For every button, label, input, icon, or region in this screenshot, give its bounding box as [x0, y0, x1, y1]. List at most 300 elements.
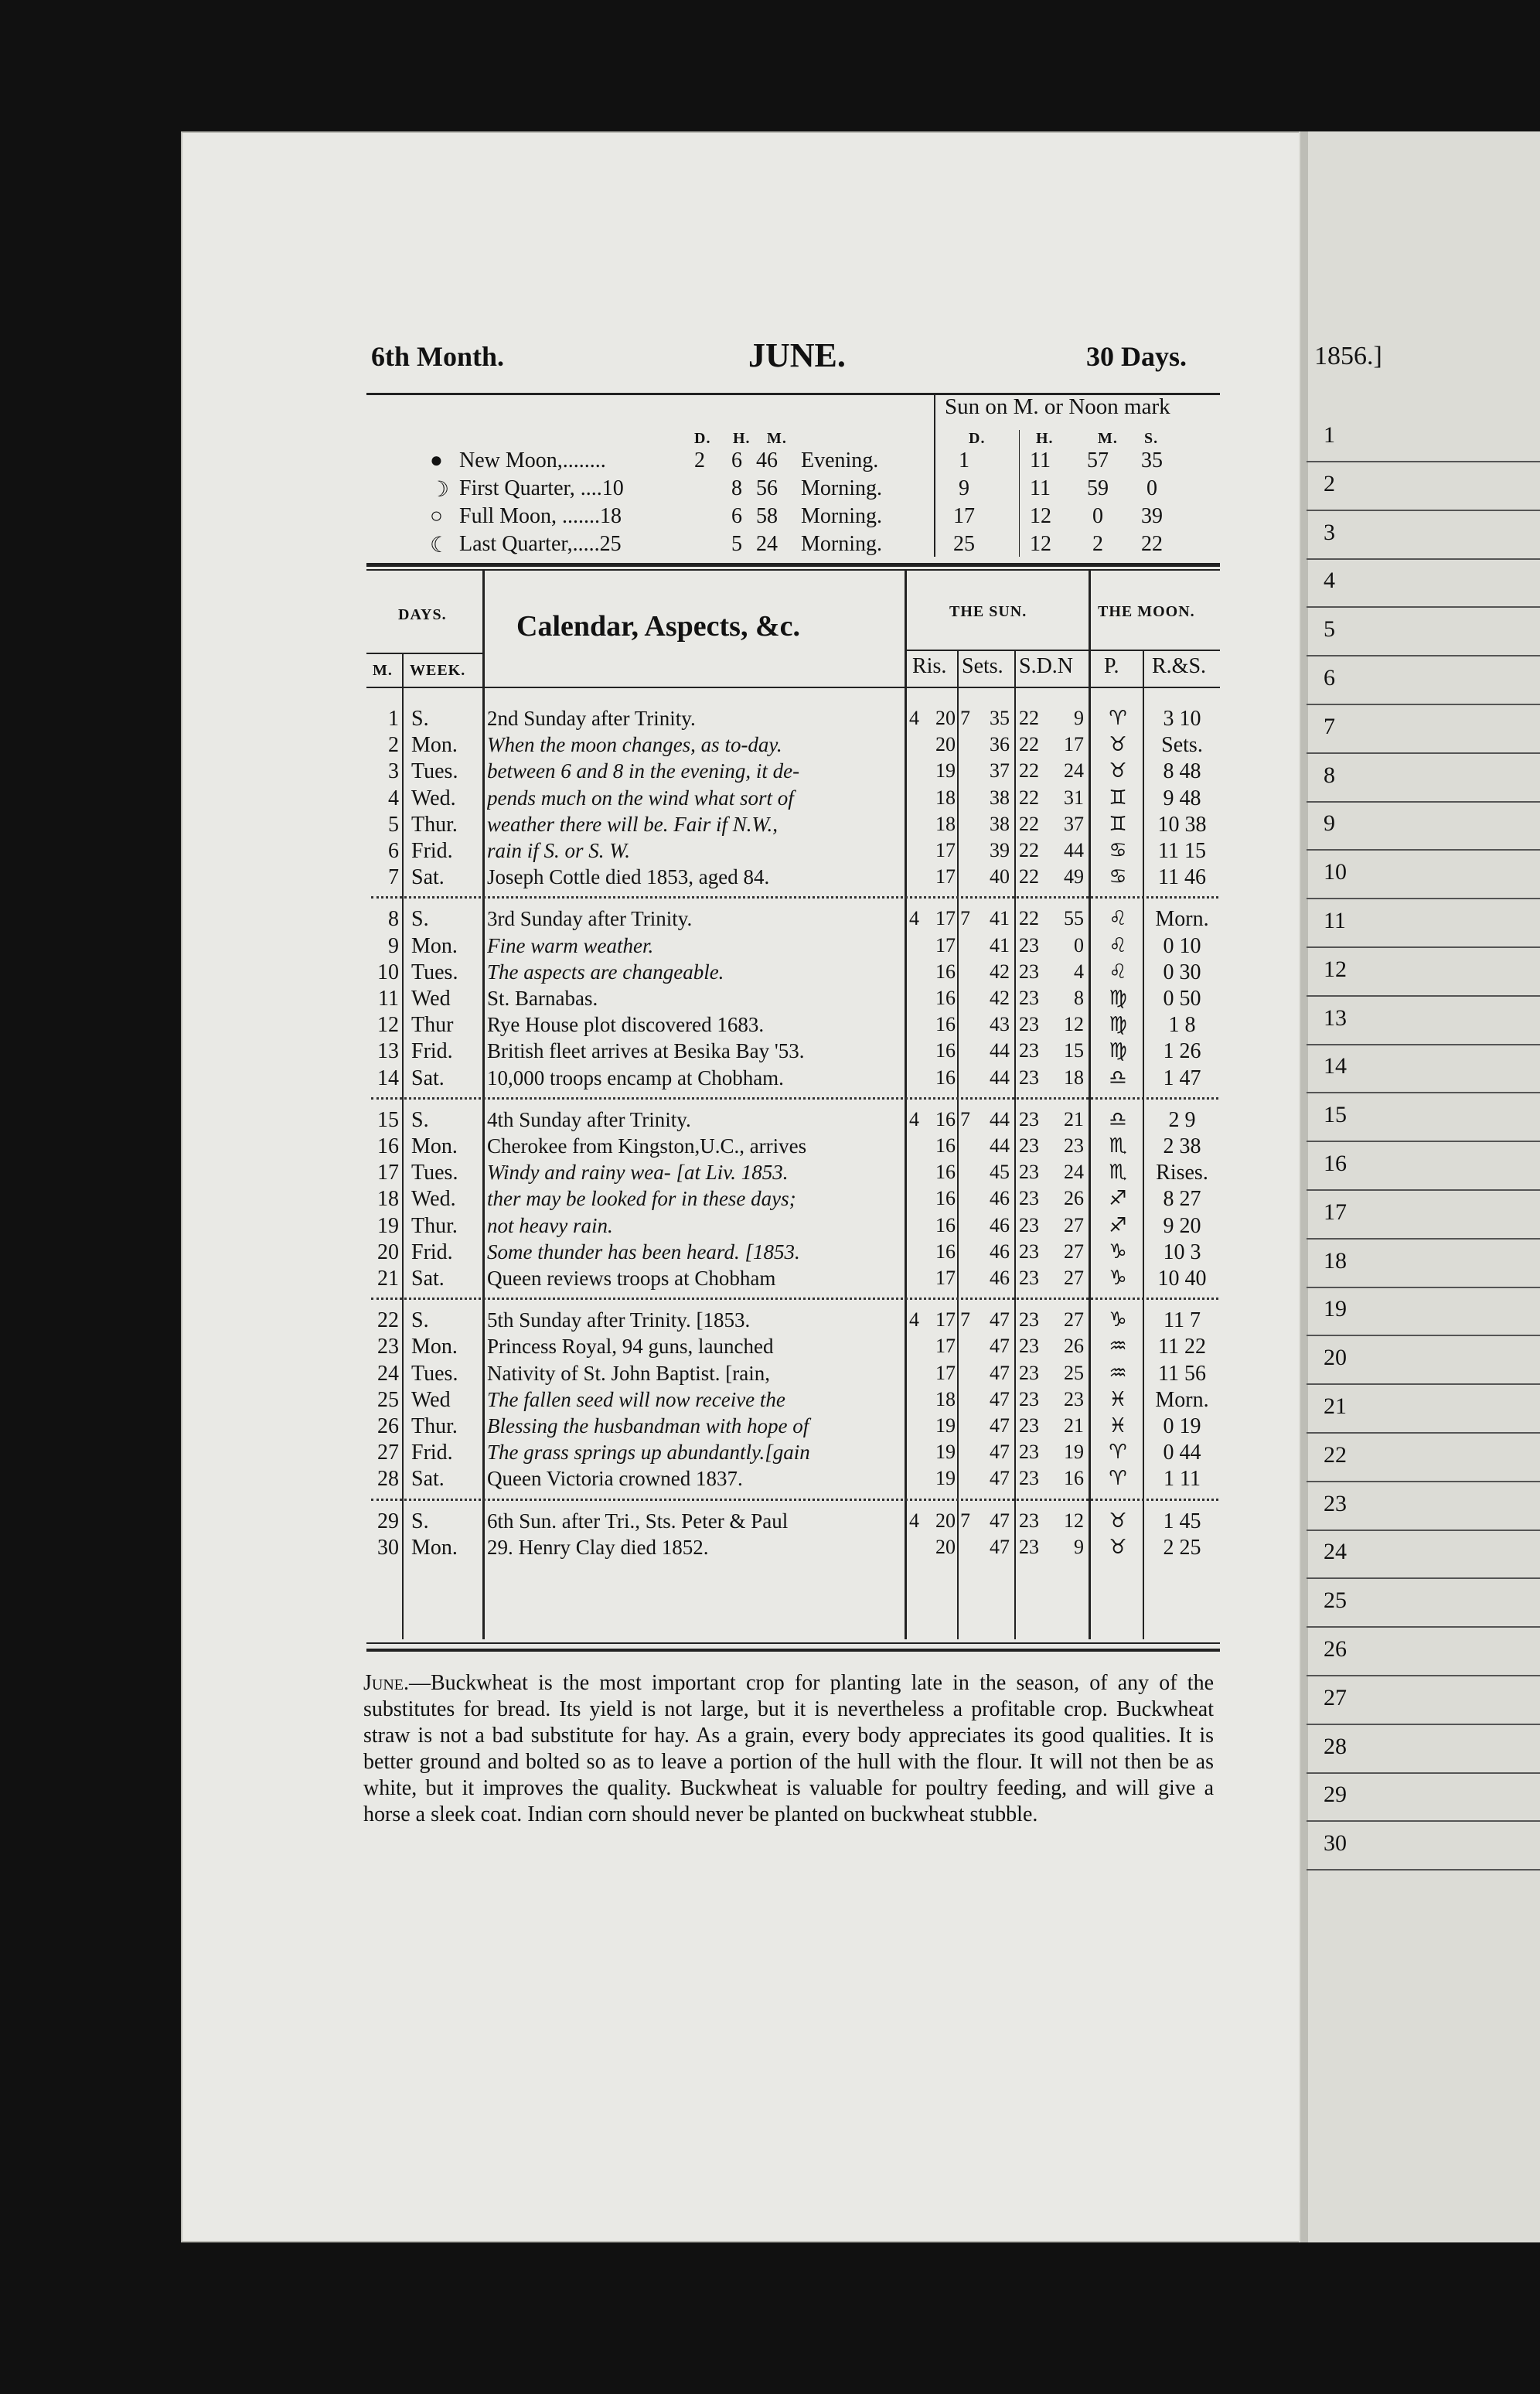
sun-rise-min: 17 — [935, 1335, 956, 1358]
col-m-label: M. — [767, 430, 787, 447]
phase-symbol: ● — [430, 448, 443, 472]
moon-sign-icon: ♑ — [1109, 1267, 1127, 1290]
phase-when: Morning. — [801, 504, 882, 528]
row-day: 14 — [377, 1066, 399, 1090]
sun-second: 39 — [1141, 504, 1163, 528]
buckwheat-note — [363, 1670, 1214, 1828]
right-page-number: 7 — [1324, 713, 1335, 739]
sun-set-min: 47 — [990, 1335, 1010, 1358]
moon-sign-icon: ♋ — [1109, 865, 1127, 889]
row-note: The aspects are changeable. — [487, 960, 724, 984]
right-page-number: 20 — [1324, 1345, 1347, 1371]
right-page-number: 4 — [1324, 568, 1335, 594]
right-page-number: 15 — [1324, 1102, 1347, 1128]
row-weekday: S. — [411, 1107, 429, 1132]
moon-rise-set: 2 9 — [1168, 1107, 1196, 1132]
sun-rise-min: 17 — [935, 933, 956, 957]
row-note: pends much on the wind what sort of — [487, 786, 794, 810]
right-page-line — [1307, 606, 1540, 608]
row-note: Rye House plot discovered 1683. — [487, 1013, 765, 1037]
sun-decl-deg: 23 — [1019, 1107, 1039, 1130]
sun-decl-deg: 22 — [1019, 839, 1039, 861]
sun-set-hour: 7 — [960, 1509, 970, 1532]
row-weekday: Sat. — [411, 1066, 445, 1090]
sun-rise-min: 16 — [935, 1187, 956, 1210]
moon-sign-icon: ♓ — [1109, 1414, 1127, 1437]
sun-rise-min: 19 — [935, 1467, 956, 1490]
sun-set-min: 37 — [990, 759, 1010, 783]
vrule-ris — [957, 650, 959, 1639]
moon-sign-icon: ♉ — [1109, 759, 1127, 783]
moon-rise-set: 1 45 — [1163, 1509, 1201, 1533]
row-note: 6th Sun. after Tri., Sts. Peter & Paul — [487, 1509, 789, 1533]
right-page-line — [1307, 1238, 1540, 1240]
right-page-line — [1307, 1141, 1540, 1142]
right-page-line — [1307, 995, 1540, 997]
moon-sign-icon: ♊ — [1109, 786, 1127, 810]
phases-rule — [366, 563, 1220, 567]
sun-decl-deg: 23 — [1019, 1509, 1039, 1532]
page-header — [371, 336, 1221, 374]
phases-rule-thin — [366, 569, 1220, 571]
moon-sign-icon: ♑ — [1109, 1308, 1127, 1332]
sun-noon-label: Sun on M. or Noon mark — [945, 394, 1170, 419]
sun-decl-min: 31 — [1064, 786, 1084, 809]
row-weekday: S. — [411, 1509, 429, 1533]
week-separator — [371, 1499, 1218, 1501]
row-weekday: Wed — [411, 1387, 451, 1412]
moon-sign-icon: ♎ — [1109, 1066, 1127, 1090]
moon-rise-set: Sets. — [1161, 733, 1203, 758]
sun-decl-deg: 23 — [1019, 1335, 1039, 1358]
right-page-line — [1307, 1044, 1540, 1045]
sun-rise-min: 16 — [935, 1240, 956, 1263]
right-page-number: 16 — [1324, 1151, 1347, 1176]
row-note: Queen Victoria crowned 1837. — [487, 1467, 743, 1491]
moon-sign-icon: ♋ — [1109, 839, 1127, 862]
moon-rise-set: 1 11 — [1164, 1467, 1201, 1492]
moon-rise-set: 1 47 — [1163, 1066, 1201, 1090]
sun-rise-min: 17 — [935, 1308, 956, 1332]
sun-set-min: 44 — [990, 1134, 1010, 1157]
row-weekday: Frid. — [411, 839, 453, 863]
row-weekday: Tues. — [411, 759, 458, 784]
right-page-number: 12 — [1324, 956, 1347, 982]
sun-rise-min: 20 — [935, 707, 956, 729]
sun-decl-deg: 23 — [1019, 1308, 1039, 1332]
right-page-number: 27 — [1324, 1684, 1347, 1710]
row-note: weather there will be. Fair if N.W., — [487, 812, 778, 836]
moon-rise-set: 1 8 — [1168, 1013, 1196, 1038]
moon-rise-set: 0 30 — [1163, 960, 1201, 984]
moon-rise-set: 11 46 — [1158, 865, 1206, 890]
row-note: Joseph Cottle died 1853, aged 84. — [487, 865, 770, 889]
moon-rise-set: 10 38 — [1157, 812, 1207, 837]
moon-sign-icon: ♒ — [1109, 1361, 1127, 1385]
sun-decl-deg: 23 — [1019, 1013, 1039, 1036]
right-page-number: 13 — [1324, 1004, 1347, 1031]
row-weekday: S. — [411, 707, 429, 731]
sun-rise-min: 18 — [935, 786, 956, 809]
moon-sign-icon: ♌ — [1109, 933, 1127, 957]
row-note: Some thunder has been heard. [1853. — [487, 1240, 800, 1264]
moon-sign-icon: ♏ — [1109, 1134, 1127, 1158]
row-note: 29. Henry Clay died 1852. — [487, 1535, 709, 1559]
sun-decl-deg: 23 — [1019, 1467, 1039, 1490]
sun-decl-min: 49 — [1064, 865, 1084, 888]
row-weekday: Tues. — [411, 960, 458, 984]
right-page-line — [1307, 801, 1540, 803]
sun-set-min: 40 — [990, 865, 1010, 888]
moon-sign-icon: ♈ — [1109, 1441, 1127, 1465]
moon-header: THE MOON. — [1098, 603, 1195, 620]
row-note: 2nd Sunday after Trinity. — [487, 707, 696, 730]
right-page-number: 5 — [1324, 616, 1335, 643]
row-note: Cherokee from Kingston,U.C., arrives — [487, 1134, 807, 1158]
sun-decl-min: 21 — [1064, 1107, 1084, 1130]
sun-rise-hour: 4 — [909, 907, 919, 930]
row-day: 8 — [388, 907, 399, 932]
phase-hour: 6 — [731, 448, 742, 472]
row-weekday: Tues. — [411, 1361, 458, 1386]
sun-rise-min: 16 — [935, 1134, 956, 1157]
sets-header: Sets. — [962, 654, 1003, 678]
moon-sign-icon: ♉ — [1109, 1509, 1127, 1533]
sun-decl-deg: 23 — [1019, 1187, 1039, 1210]
sun-decl-min: 9 — [1074, 707, 1084, 729]
moon-sign-icon: ♊ — [1109, 812, 1127, 836]
sun-decl-deg: 23 — [1019, 1066, 1039, 1089]
moon-sign-icon: ♈ — [1109, 1467, 1127, 1491]
row-note: 5th Sunday after Trinity. [1853. — [487, 1308, 751, 1332]
moon-sign-icon: ♐ — [1109, 1187, 1127, 1211]
sun-decl-min: 27 — [1064, 1240, 1084, 1263]
sun-decl-deg: 22 — [1019, 707, 1039, 729]
sun-rise-min: 16 — [935, 1107, 956, 1130]
week-separator — [371, 896, 1218, 899]
right-page-number: 1 — [1324, 422, 1335, 448]
sun-decl-min: 9 — [1074, 1535, 1084, 1558]
row-day: 5 — [388, 812, 399, 837]
row-note: Fine warm weather. — [487, 933, 654, 957]
sun-minute: 2 — [1092, 532, 1103, 556]
table-bottom-rule — [366, 1642, 1220, 1644]
phase-when: Morning. — [801, 476, 882, 500]
calendar-header: Calendar, Aspects, &c. — [516, 610, 800, 643]
right-page-number: 10 — [1324, 859, 1347, 885]
sun-day: 9 — [959, 476, 969, 500]
right-page-line — [1307, 510, 1540, 511]
moon-rise-set: 3 10 — [1163, 707, 1201, 731]
sun-decl-deg: 23 — [1019, 1414, 1039, 1437]
days-count: 30 Days. — [1086, 341, 1187, 372]
phase-hour: 5 — [731, 532, 742, 556]
right-page-line — [1307, 1820, 1540, 1822]
right-page-line — [1307, 655, 1540, 656]
right-page-line — [1307, 1481, 1540, 1482]
row-day: 20 — [377, 1240, 399, 1264]
row-weekday: Sat. — [411, 1267, 445, 1291]
phase-name: Last Quarter,.....25 — [459, 532, 622, 556]
week-separator — [371, 1097, 1218, 1100]
right-page-line — [1307, 1189, 1540, 1191]
row-note: rain if S. or S. W. — [487, 839, 631, 862]
head-rule-cols — [906, 650, 1220, 651]
right-page-number: 18 — [1324, 1247, 1347, 1274]
phase-symbol: ☾ — [430, 534, 450, 558]
sun-decl-min: 23 — [1064, 1387, 1084, 1410]
sun-decl-deg: 23 — [1019, 1535, 1039, 1558]
phase-name: First Quarter, ....10 — [459, 476, 624, 500]
sun-rise-min: 18 — [935, 812, 956, 835]
row-note: British fleet arrives at Besika Bay '53. — [487, 1039, 805, 1063]
right-page-line — [1307, 461, 1540, 462]
right-page-line — [1307, 1287, 1540, 1288]
sun-rise-min: 16 — [935, 1213, 956, 1236]
moon-rise-set: 2 25 — [1163, 1535, 1201, 1560]
sun-set-min: 46 — [990, 1240, 1010, 1263]
sun-decl-min: 44 — [1064, 839, 1084, 861]
sun-set-hour: 7 — [960, 1107, 970, 1130]
col-ss-label: S. — [1144, 430, 1159, 447]
moon-sign-icon: ♒ — [1109, 1335, 1127, 1359]
moon-sign-icon: ♌ — [1109, 960, 1127, 984]
row-note: Nativity of St. John Baptist. [rain, — [487, 1361, 770, 1385]
row-day: 4 — [388, 786, 399, 810]
sun-rise-min: 19 — [935, 1441, 956, 1464]
row-weekday: S. — [411, 907, 429, 932]
row-note: The fallen seed will now receive the — [487, 1387, 785, 1411]
row-day: 30 — [377, 1535, 399, 1560]
sun-decl-min: 15 — [1064, 1039, 1084, 1062]
row-day: 24 — [377, 1361, 399, 1386]
sun-set-hour: 7 — [960, 707, 970, 729]
row-note: 3rd Sunday after Trinity. — [487, 907, 693, 931]
right-page-number: 6 — [1324, 665, 1335, 691]
right-page-number: 23 — [1324, 1490, 1347, 1516]
sun-set-min: 38 — [990, 812, 1010, 835]
right-page-number: 14 — [1324, 1053, 1347, 1079]
right-page-line — [1307, 1869, 1540, 1871]
row-day: 27 — [377, 1441, 399, 1465]
sun-decl-min: 21 — [1064, 1414, 1084, 1437]
row-weekday: Wed. — [411, 786, 456, 810]
sun-decl-deg: 23 — [1019, 1161, 1039, 1184]
sun-decl-deg: 23 — [1019, 1213, 1039, 1236]
right-page-line — [1307, 849, 1540, 851]
row-weekday: Wed — [411, 987, 451, 1011]
sun-decl-min: 55 — [1064, 907, 1084, 930]
sun-day: 17 — [953, 504, 975, 528]
moon-rise-set: 0 10 — [1163, 933, 1201, 958]
note-lead: June. — [363, 1671, 409, 1695]
moon-sign-icon: ♈ — [1109, 707, 1127, 730]
phase-hour: 8 — [731, 476, 742, 500]
row-day: 29 — [377, 1509, 399, 1533]
moon-rise-set: 10 3 — [1163, 1240, 1201, 1264]
sun-rise-min: 18 — [935, 1387, 956, 1410]
col-sh-label: H. — [1036, 430, 1054, 447]
row-weekday: Tues. — [411, 1161, 458, 1185]
sun-decl-deg: 23 — [1019, 1134, 1039, 1157]
sun-decl-deg: 22 — [1019, 733, 1039, 756]
row-weekday: Frid. — [411, 1441, 453, 1465]
sun-decl-deg: 22 — [1019, 865, 1039, 888]
moon-sign-icon: ♍ — [1109, 1039, 1127, 1063]
sun-decl-min: 27 — [1064, 1213, 1084, 1236]
moon-rise-set: 8 48 — [1163, 759, 1201, 784]
sun-set-min: 47 — [990, 1467, 1010, 1490]
sun-decl-min: 12 — [1064, 1509, 1084, 1532]
right-page-number: 25 — [1324, 1587, 1347, 1614]
row-day: 9 — [388, 933, 399, 958]
sun-decl-deg: 23 — [1019, 1267, 1039, 1289]
moon-rise-set: 11 56 — [1158, 1361, 1206, 1386]
sun-rise-min: 17 — [935, 839, 956, 861]
col-h-label: H. — [733, 430, 751, 447]
row-note: not heavy rain. — [487, 1213, 613, 1237]
row-day: 2 — [388, 733, 399, 758]
sun-decl-min: 25 — [1064, 1361, 1084, 1384]
sun-set-min: 47 — [990, 1509, 1010, 1532]
moon-rise-set: 10 40 — [1157, 1267, 1207, 1291]
sun-set-min: 46 — [990, 1267, 1010, 1289]
vrule-week — [482, 571, 485, 1639]
moon-sign-icon: ♍ — [1109, 987, 1127, 1010]
phases-subdivider — [1019, 430, 1020, 557]
row-day: 6 — [388, 839, 399, 863]
row-weekday: Mon. — [411, 1335, 458, 1359]
row-day: 7 — [388, 865, 399, 890]
sun-rise-min: 17 — [935, 1361, 956, 1384]
row-day: 17 — [377, 1161, 399, 1185]
vrule-m — [402, 653, 404, 1639]
sun-rise-hour: 4 — [909, 707, 919, 729]
moon-sign-icon: ♎ — [1109, 1107, 1127, 1131]
sun-rise-min: 20 — [935, 733, 956, 756]
vrule-sets — [1014, 650, 1016, 1639]
page-gutter — [1300, 131, 1308, 2242]
sun-set-min: 42 — [990, 960, 1010, 983]
row-day: 28 — [377, 1467, 399, 1492]
right-page-line — [1307, 946, 1540, 948]
moon-rise-set: 9 48 — [1163, 786, 1201, 810]
sun-rise-hour: 4 — [909, 1509, 919, 1532]
sdn-header: S.D.N — [1019, 654, 1074, 678]
phase-symbol: ☽ — [430, 478, 450, 502]
right-page-number: 11 — [1324, 908, 1346, 933]
sun-decl-deg: 23 — [1019, 960, 1039, 983]
right-page-line — [1307, 898, 1540, 899]
sun-decl-min: 12 — [1064, 1013, 1084, 1036]
phase-day: 2 — [694, 448, 705, 472]
sun-hour: 11 — [1030, 476, 1051, 500]
vrule-p — [1143, 650, 1144, 1639]
right-page-line — [1307, 1577, 1540, 1579]
right-page-line — [1307, 1772, 1540, 1774]
head-rule-days — [366, 653, 482, 654]
month-title: JUNE. — [748, 336, 846, 374]
week-header: WEEK. — [410, 662, 466, 679]
sun-set-min: 47 — [990, 1414, 1010, 1437]
col-sd-label: D. — [969, 430, 986, 447]
sun-rise-min: 20 — [935, 1509, 956, 1532]
sun-decl-deg: 23 — [1019, 933, 1039, 957]
vrule-sdn — [1089, 571, 1091, 1639]
right-page-number: 17 — [1324, 1199, 1347, 1225]
row-weekday: Sat. — [411, 865, 445, 890]
month-label: 6th Month. — [371, 341, 505, 372]
sun-decl-min: 24 — [1064, 759, 1084, 783]
sun-decl-deg: 23 — [1019, 987, 1039, 1009]
row-weekday: Frid. — [411, 1240, 453, 1264]
row-weekday: Thur. — [411, 1213, 458, 1238]
sun-set-min: 47 — [990, 1535, 1010, 1558]
right-page-line — [1307, 1092, 1540, 1093]
sun-decl-deg: 22 — [1019, 759, 1039, 783]
sun-set-min: 42 — [990, 987, 1010, 1009]
row-note: When the moon changes, as to-day. — [487, 733, 782, 757]
sun-set-min: 47 — [990, 1361, 1010, 1384]
sun-day: 1 — [959, 448, 969, 472]
sun-decl-min: 17 — [1064, 733, 1084, 756]
row-weekday: Thur. — [411, 812, 458, 837]
sun-rise-min: 16 — [935, 1039, 956, 1062]
row-day: 10 — [377, 960, 399, 984]
moon-rise-set: Morn. — [1155, 907, 1209, 932]
moon-rise-set: Morn. — [1155, 1387, 1209, 1412]
sun-set-min: 36 — [990, 733, 1010, 756]
right-page-number: 26 — [1324, 1636, 1347, 1662]
right-page-line — [1307, 1335, 1540, 1336]
moon-sign-icon: ♌ — [1109, 907, 1127, 931]
row-day: 1 — [388, 707, 399, 731]
sun-decl-min: 0 — [1074, 933, 1084, 957]
phase-name: Full Moon, .......18 — [459, 504, 622, 528]
moon-rise-set: 11 7 — [1164, 1308, 1201, 1333]
row-day: 13 — [377, 1039, 399, 1064]
right-page-number: 8 — [1324, 762, 1335, 788]
sun-second: 22 — [1141, 532, 1163, 556]
row-note: Princess Royal, 94 guns, launched — [487, 1335, 774, 1359]
sun-rise-min: 16 — [935, 960, 956, 983]
sun-hour: 12 — [1030, 532, 1051, 556]
row-day: 21 — [377, 1267, 399, 1291]
sun-set-hour: 7 — [960, 1308, 970, 1332]
sun-rise-min: 16 — [935, 1161, 956, 1184]
right-page-line — [1307, 1675, 1540, 1676]
right-page-number: 21 — [1324, 1393, 1347, 1419]
right-page-number: 24 — [1324, 1539, 1347, 1565]
row-weekday: Mon. — [411, 933, 458, 958]
phase-symbol: ○ — [430, 504, 443, 528]
sun-rise-min: 19 — [935, 759, 956, 783]
sun-decl-min: 8 — [1074, 987, 1084, 1009]
row-note: 4th Sunday after Trinity. — [487, 1107, 691, 1131]
sun-hour: 11 — [1030, 448, 1051, 472]
row-note: Windy and rainy wea- [at Liv. 1853. — [487, 1161, 789, 1185]
row-weekday: Thur. — [411, 1414, 458, 1438]
phases-divider — [934, 393, 935, 557]
sun-decl-deg: 22 — [1019, 786, 1039, 809]
sun-decl-min: 4 — [1074, 960, 1084, 983]
right-page-number: 22 — [1324, 1441, 1347, 1468]
sun-rise-min: 16 — [935, 1013, 956, 1036]
sun-rise-min: 19 — [935, 1414, 956, 1437]
right-page-line — [1307, 1724, 1540, 1725]
right-page-line — [1307, 1530, 1540, 1531]
right-page-line — [1307, 1383, 1540, 1385]
